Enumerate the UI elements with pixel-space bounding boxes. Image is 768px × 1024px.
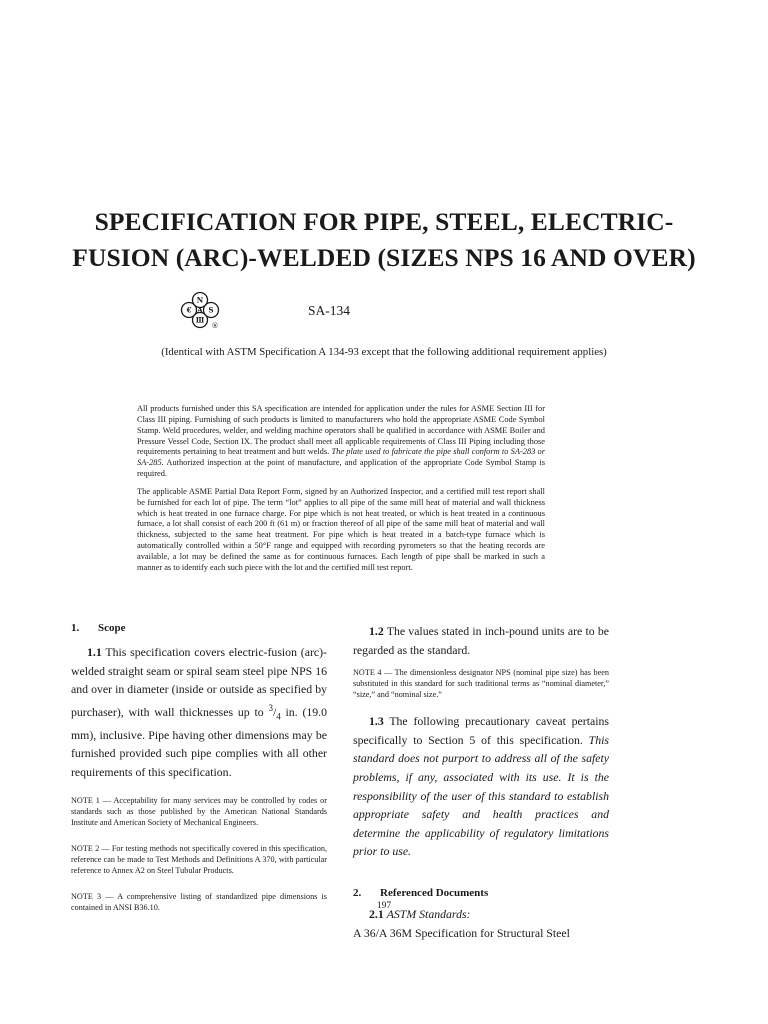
- document-title: [70, 204, 698, 276]
- section-heading-referenced-documents: 2. Referenced Documents: [353, 886, 489, 899]
- intro-requirements: [137, 404, 545, 581]
- identical-note: (Identical with ASTM Specification A 134-93 except that the following additional requirement applies): [161, 346, 607, 358]
- title-line-2: FUSION (ARC)-WELDED (SIZES NPS 16 AND OVER): [72, 243, 696, 272]
- paragraph-1-3: 1.3 The following precautionary caveat pertains specifically to Section 5 of this specification. This standard does not purport to address all of the safety problems, if any, associated with its use. It is the responsibility of the user of this standard to establish appropriate safety and health practices and determine the applicability of regulatory limitations prior to use.: [353, 714, 609, 859]
- section-heading-scope: 1. Scope: [71, 622, 126, 634]
- paragraph-1-2: 1.2 The values stated in inch-pound units are to be regarded as the standard.: [353, 624, 609, 657]
- left-column: [71, 622, 327, 913]
- intro-paragraph-2: The applicable ASME Partial Data Report Form, signed by an Authorized Inspector, and a certified mill test report shall be furnished for each lot of pipe. The term “lot” applies to all pipe of the same mill heat of material and wall thickness which is heat treated in one furnace charge. For pipe which is not heat treated, or which is heat treated in a continuous furnace, a lot shall consist of each 200 ft (61 m) or fraction thereof of all pipe of the same mill heat of material and wall thickness, subjected to the same heat treatment. For pipe which is heat treated in a batch-type furnace which is automatically controlled within a 50°F range and equipped with recording pyrometers so that the heating records are available, a lot may be defined the same as for continuous furnaces. Each length of pipe shall be marked in such a manner as to identify each such piece with the lot and the certified mill test report.: [137, 486, 545, 572]
- registered-mark: ®: [211, 322, 219, 329]
- logo-letter-right: S: [208, 305, 214, 315]
- note-3: NOTE 3 — A comprehensive listing of standardized pipe dimensions is contained in ANSI B36.10.: [71, 892, 327, 913]
- logo-letter-top: N: [196, 295, 204, 305]
- note-4: NOTE 4 — The dimensionless designator NPS (nominal pipe size) has been substituted in this standard for such traditional terms as “nominal diameter,” “size,” and “nominal size.”: [353, 668, 609, 700]
- right-column: [353, 622, 609, 942]
- note-1: NOTE 1 — Acceptability for many services may be controlled by codes or standards such as those published by the American National Standards Institute and American Society of Mechanical Engineers.: [71, 796, 327, 828]
- intro-paragraph-1: All products furnished under this SA specification are intended for application under the rules for ASME Section III for Class III piping. Furnishing of such products is limited to manufacturers who hold the appropriate ASME Code Symbol Stamp. Weld procedures, welder, and welding machine operators shall be qualified in accordance with ASME Boiler and Pressure Vessel Code, Section IX. The product shall meet all applicable requirements of Class III Piping including those requirements pertaining to heat treatment and butt welds. The plate used to fabricate the pipe shall conform to SA-283 or SA-285. Authorized inspection at the point of manufacture, and application of the appropriate Code Symbol Stamp is required.: [137, 404, 546, 479]
- note-2: NOTE 2 — For testing methods not specifically covered in this specification, reference can be made to Test Methods and Definitions A 370, with particular reference to Annex A2 on Steel Tubular Products.: [71, 844, 327, 876]
- title-line-1: SPECIFICATION FOR PIPE, STEEL, ELECTRIC-: [94, 207, 674, 236]
- logo-letter-bottom: Ⅲ: [195, 315, 205, 325]
- asme-code-symbol-stamp-icon: [180, 291, 220, 329]
- logo-letter-center: A: [197, 305, 203, 315]
- spec-code: SA-134: [308, 303, 351, 318]
- page-number: 197: [376, 901, 392, 911]
- paragraph-2-1: 2.1 ASTM Standards:: [369, 906, 471, 921]
- reference-a36: A 36/A 36M Specification for Structural Steel: [353, 925, 570, 940]
- logo-letter-left: €: [186, 305, 192, 315]
- paragraph-1-1: 1.1 This specification covers electric-fusion (arc)-welded straight seam or spiral seam steel pipe NPS 16 and over in diameter (inside or outside as specified by purchaser), with wall thicknesses up to $^3/_4$ in. (19.0 mm), inclusive. Pipe having other dimensions may be furnished provided such pipe complies with all other requirements of this specification.: [71, 645, 328, 779]
